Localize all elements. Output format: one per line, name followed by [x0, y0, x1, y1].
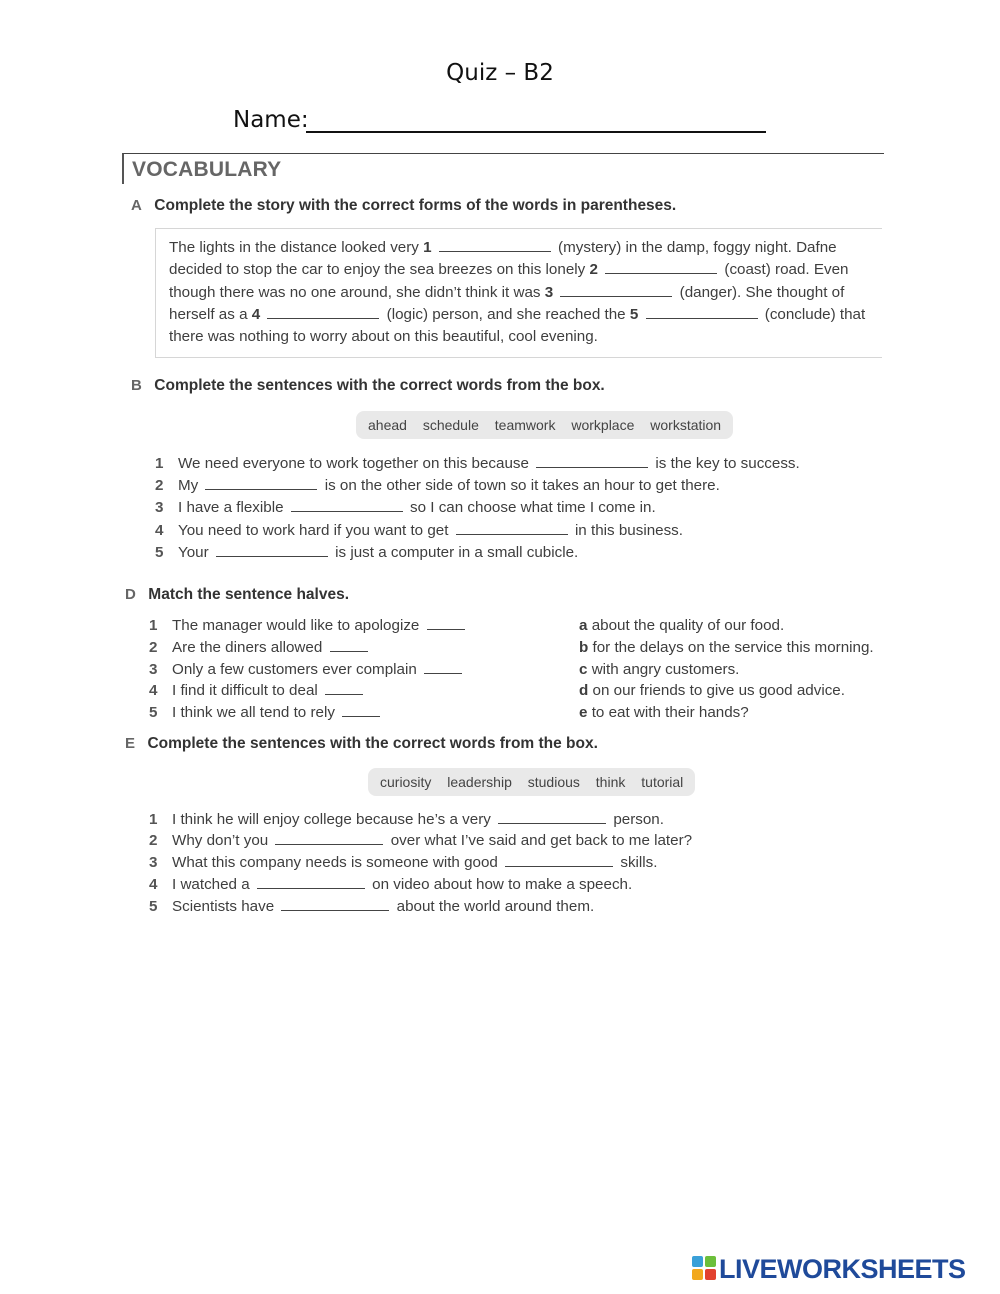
section-a-title: Complete the story with the correct forms of the words in parentheses.: [154, 197, 677, 214]
answer-blank-b1[interactable]: [536, 466, 648, 468]
word-option: teamwork: [494, 417, 556, 433]
name-label: Name:: [233, 107, 309, 133]
e-item-1: 1 I think he will enjoy college because he’s a very person.: [149, 811, 664, 828]
word-option: tutorial: [641, 774, 684, 790]
d-left-2: 2 Are the diners allowed: [149, 639, 371, 656]
section-e-letter: E: [125, 735, 136, 752]
story-line-3: though there was no one around, she didn’t think it was 3 (danger). She thought of: [169, 284, 845, 301]
story-line-2: decided to stop the car to enjoy the sea breezes on this lonely 2 (coast) road. Even: [169, 261, 849, 278]
match-blank-4[interactable]: [325, 693, 363, 695]
answer-blank-e4[interactable]: [257, 887, 365, 889]
word-option: think: [595, 774, 626, 790]
e-item-2: 2 Why don’t you over what I’ve said and get back to me later?: [149, 832, 693, 849]
answer-blank-a2[interactable]: [605, 272, 717, 274]
word-option: workstation: [650, 417, 722, 433]
section-d-header: [125, 586, 349, 604]
name-input-line[interactable]: [306, 131, 766, 133]
b-item-1: 1 We need everyone to work together on this because is the key to success.: [155, 455, 800, 472]
d-right-a: a about the quality of our food.: [579, 617, 785, 634]
b-item-3: 3 I have a flexible so I can choose what time I come in.: [155, 499, 656, 516]
vocabulary-heading: VOCABULARY: [132, 158, 282, 181]
match-blank-5[interactable]: [342, 715, 380, 717]
section-e-header: [125, 735, 598, 753]
story-line-4: herself as a 4 (logic) person, and she reached the 5 (conclude) that: [169, 306, 866, 323]
logo-text: LIVEWORKSHEETS: [719, 1254, 966, 1284]
blank-number: 3: [544, 284, 554, 301]
e-item-5: 5 Scientists have about the world around them.: [149, 898, 595, 915]
match-blank-2[interactable]: [330, 650, 368, 652]
blank-number: 2: [589, 261, 598, 278]
section-b-title: Complete the sentences with the correct words from the box.: [154, 377, 605, 394]
answer-blank-a5[interactable]: [646, 317, 758, 319]
word-option: curiosity: [380, 774, 432, 790]
liveworksheets-logo-icon: [692, 1256, 716, 1280]
e-item-3: 3 What this company needs is someone with good skills.: [149, 854, 658, 871]
section-b-letter: B: [131, 377, 142, 394]
word-option: schedule: [422, 417, 479, 433]
blank-number: 1: [423, 239, 432, 256]
word-box-e: [368, 768, 695, 796]
answer-blank-a4[interactable]: [267, 317, 379, 319]
d-left-4: 4 I find it difficult to deal: [149, 682, 366, 699]
story-line-5: there was nothing to worry about on this beautiful, cool evening.: [169, 328, 598, 345]
section-a-header: [131, 197, 676, 215]
section-e-title: Complete the sentences with the correct words from the box.: [147, 735, 598, 752]
answer-blank-e1[interactable]: [498, 822, 606, 824]
d-right-b: b for the delays on the service this morning.: [579, 639, 874, 656]
answer-blank-e5[interactable]: [281, 909, 389, 911]
match-blank-3[interactable]: [424, 672, 462, 674]
liveworksheets-logo[interactable]: [692, 1254, 966, 1285]
e-item-4: 4 I watched a on video about how to make a speech.: [149, 876, 633, 893]
b-item-4: 4 You need to work hard if you want to get in this business.: [155, 522, 683, 539]
d-left-3: 3 Only a few customers ever complain: [149, 661, 465, 678]
d-right-e: e to eat with their hands?: [579, 704, 749, 721]
word-option: leadership: [447, 774, 512, 790]
answer-blank-e3[interactable]: [505, 865, 613, 867]
d-left-5: 5 I think we all tend to rely: [149, 704, 383, 721]
quiz-title: Quiz – B2: [446, 60, 554, 86]
answer-blank-b3[interactable]: [291, 510, 403, 512]
answer-blank-a3[interactable]: [560, 295, 672, 297]
answer-blank-e2[interactable]: [275, 843, 383, 845]
answer-blank-b4[interactable]: [456, 533, 568, 535]
blank-number: 4: [251, 306, 261, 323]
answer-blank-b5[interactable]: [216, 555, 328, 557]
answer-blank-a1[interactable]: [439, 250, 551, 252]
story-line-1: The lights in the distance looked very 1 (mystery) in the damp, foggy night. Dafne: [169, 239, 837, 256]
d-left-1: 1 The manager would like to apologize: [149, 617, 468, 634]
b-item-2: 2 My is on the other side of town so it takes an hour to get there.: [155, 477, 720, 494]
answer-blank-b2[interactable]: [205, 488, 317, 490]
word-option: ahead: [368, 417, 407, 433]
b-item-5: 5 Your is just a computer in a small cubicle.: [155, 544, 579, 561]
word-option: workplace: [571, 417, 635, 433]
d-right-d: d on our friends to give us good advice.: [579, 682, 845, 699]
word-box-b: [356, 411, 733, 439]
section-b-header: [131, 377, 605, 395]
section-a-letter: A: [131, 197, 142, 214]
vocabulary-heading-bar: [122, 153, 884, 184]
word-option: studious: [527, 774, 580, 790]
d-right-c: c with angry customers.: [579, 661, 740, 678]
match-blank-1[interactable]: [427, 628, 465, 630]
blank-number: 5: [629, 306, 639, 323]
section-d-letter: D: [125, 586, 136, 603]
section-d-title: Match the sentence halves.: [148, 586, 350, 603]
